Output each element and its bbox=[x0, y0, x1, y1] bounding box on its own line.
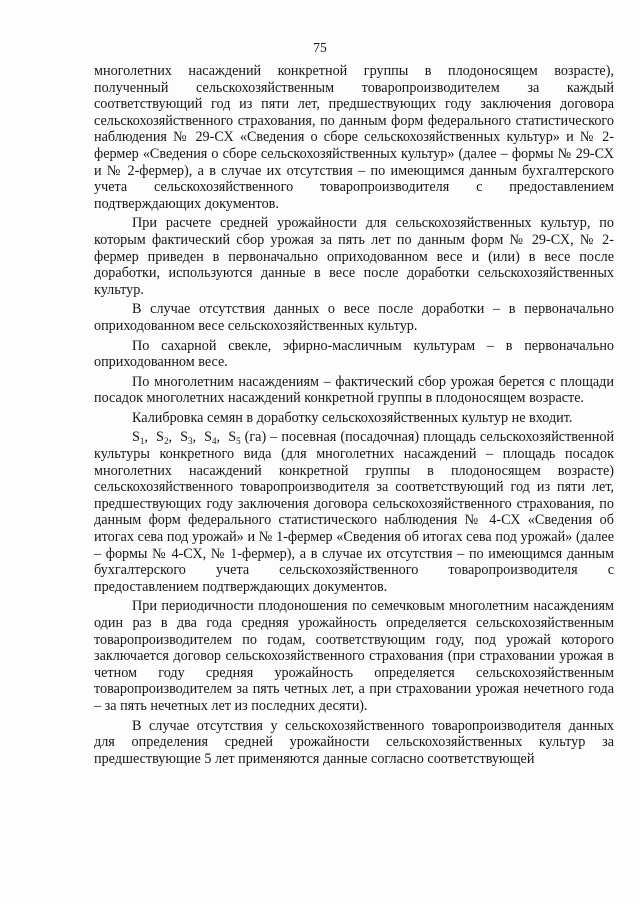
paragraph-1: многолетних насаждений конкретной группы в плодоносящем возрасте), полученный сельскохозяйственным товаропроизводителем за каждый соответствующий год из пяти лет, предшествующих году заключения договора сельскохозяйственного страхования, по данным форм федерального статистического наблюдения № 29-СХ «Сведения о сборе сельскохозяйственных культур» и № 2-фермер «Сведения о сборе сельскохозяйственных культур» (далее – формы № 29-СХ и № 2-фермер), а в случае их отсутствия – по имеющимся данным бухгалтерского учета сельскохозяйственного товаропроизводителя с предоставлением подтверждающих документов. bbox=[94, 63, 614, 212]
area-symbol-5: $S_5$ bbox=[228, 429, 241, 447]
paragraph-7-text: (га) – посевная (посадочная) площадь сельскохозяйственной культуры конкретного вида (для многолетних насаждений – площадь посадок многолетних насаждений конкретной группы в плодоносящем возрасте) сельскохозяйственного товаропроизводителя за соответствующий год из пяти лет, предшествующих году заключения договора сельскохозяйственного страхования, по данным форм федерального статистического наблюдения № 4-СХ «Сведения об итогах сева под урожай» и № 1-фермер «Сведения об итогах сева под урожай» (далее – формы № 4-СХ, № 1-фермер), а в случае их отсутствия – по имеющимся данным бухгалтерского учета сельскохозяйственного товаропроизводителя с предоставлением подтверждающих документов. bbox=[94, 429, 615, 595]
area-symbol-4: $S_4$ bbox=[204, 429, 217, 447]
paragraph-9: В случае отсутствия у сельскохозяйственного товаропроизводителя данных для определения средней урожайности сельскохозяйственных культур за предшествующие 5 лет применяются данные согласно соответствующей bbox=[94, 717, 614, 767]
paragraph-8: При периодичности плодоношения по семечковым многолетним насаждениям один раз в два года средняя урожайность определяется сельскохозяйственным товаропроизводителем по годам, соответствующим году, под урожай которого заключается договор сельскохозяйственного страхования (при страховании урожая в четном году средняя урожайность определяется сельскохозяйственным товаропроизводителем за пять четных лет, а при страховании урожая нечетного года – за пять нечетных лет из последних десяти). bbox=[94, 598, 614, 714]
document-body bbox=[94, 63, 614, 767]
paragraph-7: $S_1$, $S_2$, $S_3$, $S_4$, $S_5$ (га) – посевная (посадочная) площадь сельскохозяйственной культуры конкретного вида (для многолетних насаждений – площадь посадок многолетних насаждений конкретной группы в плодоносящем возрасте) сельскохозяйственного товаропроизводителя за соответствующий год из пяти лет, предшествующих году заключения договора сельскохозяйственного страхования, по данным форм федерального статистического наблюдения № 4-СХ «Сведения об итогах сева под урожай» и № 1-фермер «Сведения об итогах сева под урожай» (далее – формы № 4-СХ, № 1-фермер), а в случае их отсутствия – по имеющимся данным бухгалтерского учета сельскохозяйственного товаропроизводителя с предоставлением подтверждающих документов. bbox=[94, 429, 615, 595]
paragraph-5: По многолетним насаждениям – фактический сбор урожая берется с площади посадок многолетних насаждений конкретной группы в плодоносящем возрасте. bbox=[94, 373, 614, 407]
area-symbol-3: $S_3$ bbox=[180, 429, 193, 447]
paragraph-4: По сахарной свекле, эфирно-масличным культурам – в первоначально оприходованном весе. bbox=[94, 337, 614, 371]
paragraph-6: Калибровка семян в доработку сельскохозяйственных культур не входит. bbox=[132, 409, 573, 426]
page-number: 75 bbox=[313, 40, 327, 55]
paragraph-2: При расчете средней урожайности для сельскохозяйственных культур, по которым фактический сбор урожая за пять лет по данным форм № 29-СХ, № 2-фермер приведен в первоначально оприходованном весе и (или) в весе после доработки, используются данные в весе после доработки сельскохозяйственных культур. bbox=[94, 215, 614, 298]
paragraph-3: В случае отсутствия данных о весе после доработки – в первоначально оприходованном весе сельскохозяйственных культур. bbox=[94, 301, 614, 334]
area-symbol-2: $S_2$ bbox=[156, 429, 169, 447]
area-symbol-1: $S_1$ bbox=[132, 429, 145, 447]
